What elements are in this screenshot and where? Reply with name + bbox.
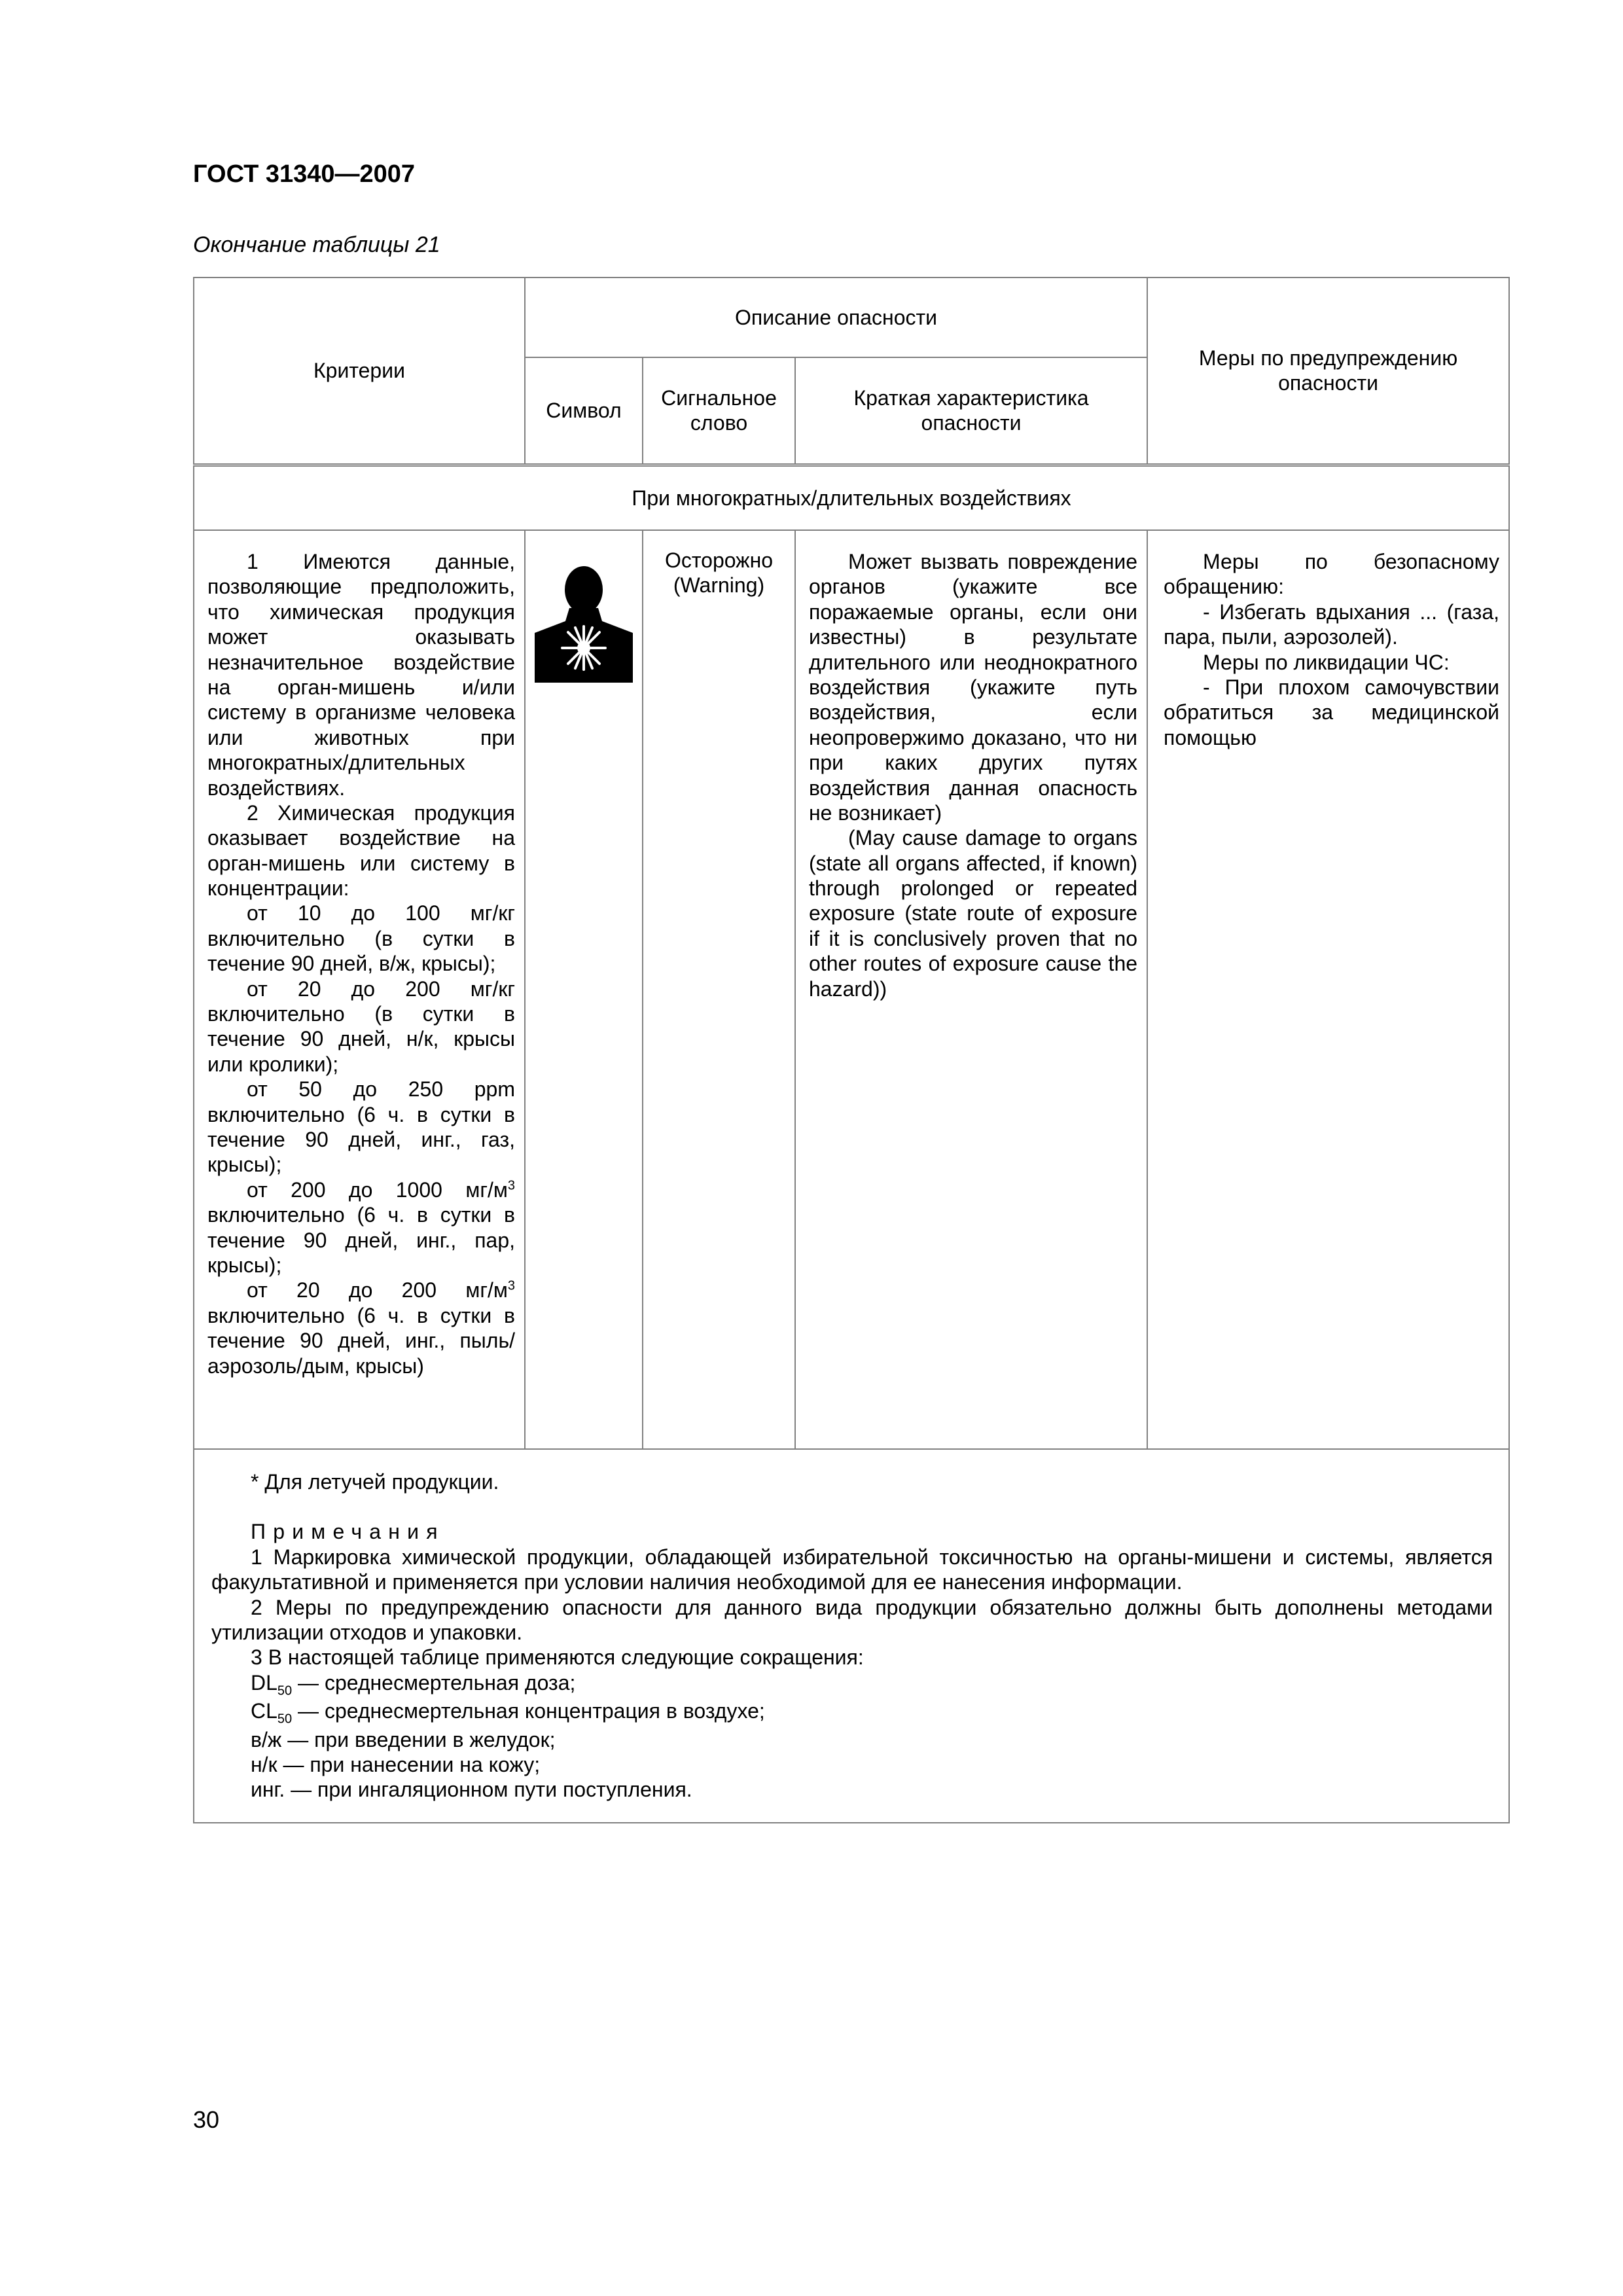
header-brief-characteristic: Краткая характеристика опасности [795, 357, 1147, 465]
prevention-cell [1147, 530, 1509, 1449]
table-caption: Окончание таблицы 21 [193, 232, 440, 257]
criteria-paragraph: от 20 до 200 мг/кг включительно (в сутки в течение 90 дней, н/к, крысы или кролики); [207, 977, 515, 1076]
notes-heading: Примечания [251, 1520, 445, 1544]
abbreviation [211, 1670, 1493, 1698]
header-symbol: Символ [525, 357, 643, 465]
header-prevention: Меры по предупреждению опасности [1147, 278, 1509, 465]
subscript: 50 [277, 1683, 293, 1698]
footnote: * Для летучей продукции. [251, 1470, 499, 1494]
abbr-term: CL [251, 1699, 277, 1723]
prevention-line: - Избегать вдыхания ... (газа, пара, пыли, аэрозолей). [1164, 600, 1500, 649]
criteria-paragraph: от 50 до 250 ppm включительно (6 ч. в сутки в течение 90 дней, инг., газ, крысы); [207, 1077, 515, 1177]
superscript: 3 [507, 1178, 515, 1193]
abbreviation: инг. — при ингаляционном пути поступления. [251, 1778, 692, 1802]
criteria-text: включительно (6 ч. в сутки в течение 90 дней, инг., пыль/аэрозоль/дым, крысы) [207, 1303, 515, 1378]
hazard-table [193, 277, 1510, 1823]
symbol-cell [525, 530, 643, 1449]
abbreviation: в/ж — при введении в желудок; [251, 1727, 556, 1751]
notes-cell [194, 1449, 1509, 1823]
abbr-definition: — среднесмертельная доза; [292, 1670, 576, 1695]
note-item: 3 В настоящей таблице применяются следующие сокращения: [251, 1645, 864, 1670]
header-hazard-description: Описание опасности [525, 278, 1147, 357]
criteria-paragraph: 2 Химическая продукция оказывает воздействие на орган-мишень или систему в концентрации: [207, 800, 515, 901]
criteria-text: включительно (6 ч. в сутки в течение 90 дней, инг., пар, крысы); [207, 1203, 515, 1277]
criteria-paragraph [207, 1278, 515, 1378]
prevention-line: Меры по безопасному обращению: [1164, 550, 1500, 599]
section-row: При многократных/длительных воздействиях [194, 465, 1509, 530]
abbreviation: н/к — при нанесении на кожу; [251, 1752, 541, 1776]
criteria-paragraph: 1 Имеются данные, позволяющие предположить, что химическая продукция может оказывать незначительное воздействие на орган-мишень и/или систему в организме человека или животных при многократных/длительных воздействиях. [207, 550, 515, 800]
prevention-line: - При плохом самочувствии обратиться за медицинской помощью [1164, 675, 1500, 749]
abbreviation [211, 1698, 1493, 1727]
criteria-text: от 200 до 1000 мг/м [247, 1177, 508, 1202]
criteria-paragraph [207, 1177, 515, 1278]
criteria-paragraph: от 10 до 100 мг/кг включительно (в сутки в течение 90 дней, в/ж, крысы); [207, 901, 515, 976]
signal-word: Осторожно (Warning) [643, 530, 795, 1449]
brief-cell [795, 530, 1147, 1449]
criteria-text: от 20 до 200 мг/м [247, 1278, 508, 1302]
brief-ru: Может вызвать повреждение органов (укажите все поражаемые органы, если они известны) в результате длительного или неоднократного воздействия (укажите путь воздействия, если неопровержимо доказано, что ни при каких других путях воздействия данная опасность не возникает) [809, 550, 1138, 825]
header-signal-word: Сигнальное слово [643, 357, 795, 465]
health-hazard-icon [535, 565, 633, 689]
document-header: ГОСТ 31340—2007 [193, 160, 416, 188]
note-item: 2 Меры по предупреждению опасности для данного вида продукции обязательно должны быть дополнены методами утилизации отходов и упаковки. [211, 1595, 1493, 1644]
superscript: 3 [507, 1278, 515, 1293]
prevention-line: Меры по ликвидации ЧС: [1203, 650, 1450, 674]
page-number: 30 [193, 2106, 220, 2133]
criteria-cell [194, 530, 525, 1449]
abbr-term: DL [251, 1670, 277, 1695]
abbr-definition: — среднесмертельная концентрация в воздухе; [292, 1699, 765, 1723]
brief-en: (May cause damage to organs (state all organs affected, if known) through prolonged or repeated exposure (state route of exposure if it is conclusively proven that no other routes of exposure cause the hazard)) [809, 826, 1138, 1001]
note-item: 1 Маркировка химической продукции, обладающей избирательной токсичностью на органы-мишени и системы, является факультативной и применяется при условии наличия необходимой для ее нанесения информации. [211, 1545, 1493, 1594]
subscript: 50 [277, 1712, 293, 1727]
header-criteria: Критерии [194, 278, 525, 465]
